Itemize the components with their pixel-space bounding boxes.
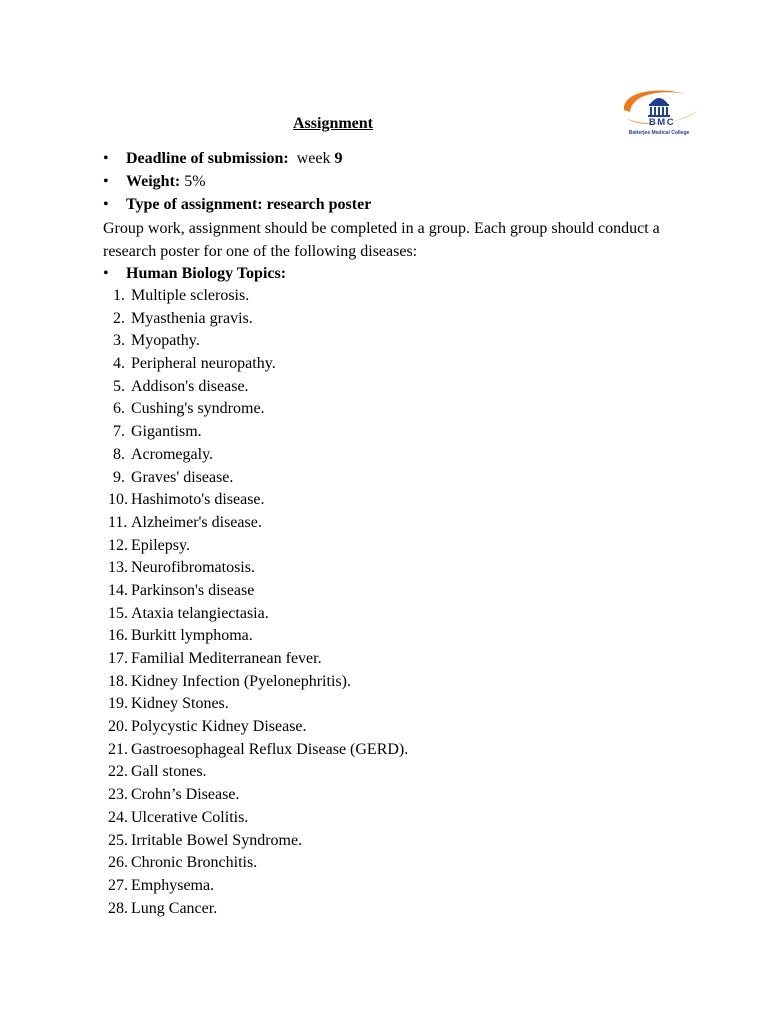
topic-number: 2. xyxy=(113,309,125,327)
topic-name: Gastroesophageal Reflux Disease (GERD). xyxy=(131,740,409,758)
topic-number: 22. xyxy=(108,763,128,781)
topic-number: 24. xyxy=(108,808,128,826)
topic-number: 5. xyxy=(113,377,125,395)
topic-name: Parkinson's disease xyxy=(131,581,255,599)
topic-number: 18. xyxy=(108,672,128,690)
topic-name: Gigantism. xyxy=(131,423,202,441)
topic-number: 19. xyxy=(108,695,128,713)
topic-number: 4. xyxy=(113,355,125,373)
topic-name: Kidney Infection (Pyelonephritis). xyxy=(131,672,351,690)
deadline-label: Deadline of submission: xyxy=(126,150,289,167)
topics-heading: Human Biology Topics: xyxy=(126,265,287,282)
topic-name: Epilepsy. xyxy=(131,536,190,554)
topic-name: Irritable Bowel Syndrome. xyxy=(131,831,303,849)
topic-name: Multiple sclerosis. xyxy=(131,287,250,304)
topic-name: Chronic Bronchitis. xyxy=(131,854,258,872)
topic-name: Graves' disease. xyxy=(131,468,234,486)
topic-number: 23. xyxy=(108,786,128,804)
topic-number: 13. xyxy=(108,559,128,577)
bullet-icon: • xyxy=(103,196,109,213)
weight-value: 5% xyxy=(184,173,206,190)
logo-college-name: Batterjee Medical College xyxy=(628,130,690,136)
topic-name: Hashimoto's disease. xyxy=(131,491,265,509)
topic-name: Burkitt lymphoma. xyxy=(131,627,253,645)
topic-name: Kidney Stones. xyxy=(131,695,229,713)
topic-name: Familial Mediterranean fever. xyxy=(131,650,322,667)
topic-number: 16. xyxy=(108,627,128,645)
topic-name: Addison's disease. xyxy=(131,377,249,395)
topic-number: 21. xyxy=(108,740,128,758)
topic-number: 6. xyxy=(113,400,125,418)
topic-number: 9. xyxy=(113,468,125,486)
topic-name: Ulcerative Colitis. xyxy=(131,808,249,826)
bullet-icon: • xyxy=(103,265,109,282)
topic-name: Neurofibromatosis. xyxy=(131,559,255,577)
topic-name: Crohn’s Disease. xyxy=(131,786,240,804)
bullet-icon: • xyxy=(103,150,109,167)
topic-number: 26. xyxy=(108,854,128,872)
topic-number: 12. xyxy=(108,536,128,554)
topic-number: 15. xyxy=(108,604,128,622)
instructions-paragraph: Group work, assignment should be completed in a group. Each group should conduct a research poster for one of the following diseases: xyxy=(103,220,660,260)
topic-number: 10. xyxy=(108,491,128,509)
topic-name: Alzheimer's disease. xyxy=(131,513,262,531)
topic-name: Polycystic Kidney Disease. xyxy=(131,718,307,736)
college-logo xyxy=(616,84,702,142)
weight-label: Weight: xyxy=(126,173,181,190)
topic-number: 7. xyxy=(113,423,125,441)
topic-name: Lung Cancer. xyxy=(131,899,218,917)
topic-number: 25. xyxy=(108,831,128,849)
topic-number: 17. xyxy=(108,650,128,667)
page-title: Assignment xyxy=(293,115,374,132)
topic-name: Peripheral neuropathy. xyxy=(131,355,276,373)
topic-number: 11. xyxy=(108,513,128,531)
topic-number: 27. xyxy=(108,876,128,894)
bullet-icon: • xyxy=(103,173,109,190)
topic-name: Acromegaly. xyxy=(131,445,214,463)
topic-name: Emphysema. xyxy=(131,876,215,894)
topic-name: Cushing's syndrome. xyxy=(131,400,265,418)
topic-number: 20. xyxy=(108,718,128,736)
deadline-value: week xyxy=(296,150,335,167)
topic-name: Myasthenia gravis. xyxy=(131,309,253,327)
topic-number: 28. xyxy=(108,899,128,917)
topic-name: Ataxia telangiectasia. xyxy=(131,604,269,622)
topic-number: 8. xyxy=(113,445,125,463)
topic-number: 14. xyxy=(108,581,128,599)
topic-number: 3. xyxy=(113,332,125,350)
deadline-week-number: 9 xyxy=(334,150,343,167)
type-label: Type of assignment: research poster xyxy=(126,196,372,213)
topic-number: 1. xyxy=(113,287,125,304)
logo-initials: BMC xyxy=(648,117,676,128)
topic-name: Myopathy. xyxy=(131,332,200,350)
topic-name: Gall stones. xyxy=(131,763,207,781)
